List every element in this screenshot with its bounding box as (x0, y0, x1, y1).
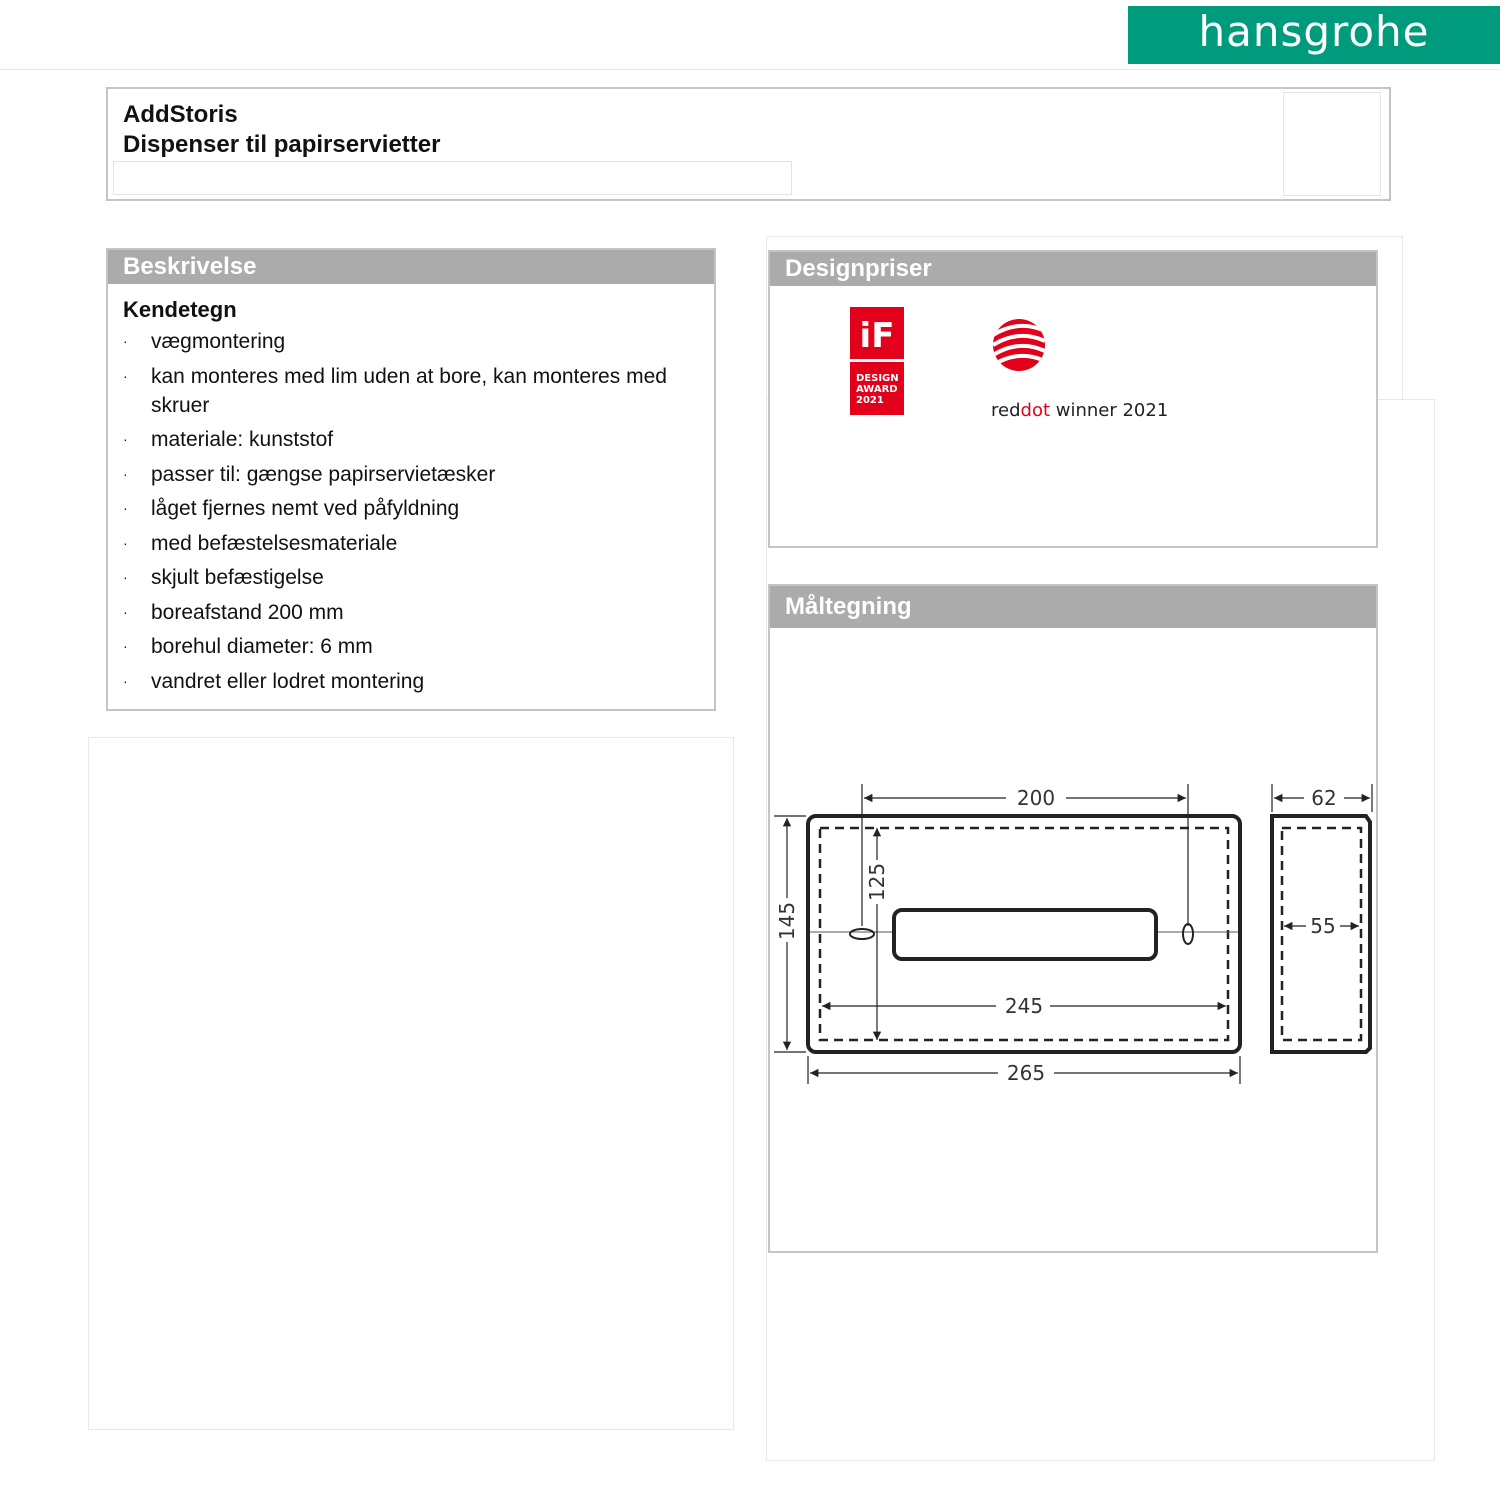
bullet-icon: · (123, 367, 128, 384)
product-series: AddStoris (123, 101, 238, 128)
dim-inner-depth: 55 (1310, 914, 1336, 938)
bullet-icon: · (123, 569, 128, 585)
dim-total-width: 265 (1006, 1061, 1046, 1085)
list-item: · kan monteres med lim uden at bore, kan monteres med skruer (123, 362, 683, 420)
description-header: Beskrivelse (108, 250, 714, 284)
product-name: Dispenser til papirservietter (123, 131, 441, 158)
drawing-panel (768, 584, 1378, 1253)
list-item: · borehul diameter: 6 mm (123, 632, 683, 661)
features-heading: Kendetegn (123, 297, 237, 322)
list-item: · materiale: kunststof (123, 425, 683, 454)
dim-inner-height: 125 (865, 862, 889, 902)
bullet-icon: · (123, 465, 128, 482)
mounting-hole-left (850, 929, 874, 939)
svg-text:DESIGN: DESIGN (856, 373, 899, 384)
svg-text:AWARD: AWARD (856, 384, 898, 395)
if-design-award-logo (850, 307, 904, 415)
svg-text:2021: 2021 (856, 395, 884, 406)
list-item: · skjult befæstigelse (123, 563, 683, 592)
dimension-drawing (770, 766, 1376, 1086)
bullet-icon: · (123, 431, 128, 447)
bullet-icon: · (123, 500, 128, 516)
bullet-icon: · (123, 672, 128, 689)
list-item: · passer til: gængse papirservietæsker (123, 460, 683, 489)
awards-header: Designpriser (770, 252, 1376, 286)
reddot-winner-label: reddot winner 2021 (991, 400, 1169, 421)
bullet-icon: · (123, 638, 128, 654)
description-panel (106, 248, 716, 711)
mounting-hole-right (1183, 924, 1193, 944)
bullet-icon: · (123, 603, 128, 620)
header-divider (0, 69, 1500, 70)
logo-text: hansgrohe (1198, 7, 1430, 56)
list-item: · vægmontering (123, 327, 683, 356)
title-empty-field (113, 161, 792, 195)
list-item: · boreafstand 200 mm (123, 598, 683, 627)
drawing-header: Måltegning (770, 586, 1376, 628)
bullet-icon: · (123, 333, 128, 349)
dim-depth: 62 (1311, 786, 1337, 810)
feature-list (123, 327, 683, 701)
product-title-box (106, 87, 1391, 201)
reddot-logo-icon (991, 317, 1047, 373)
empty-content-area (88, 737, 734, 1430)
title-image-placeholder (1283, 92, 1381, 196)
hansgrohe-logo (1128, 6, 1500, 64)
bullet-icon: · (123, 534, 128, 551)
list-item: · med befæstelsesmateriale (123, 529, 683, 558)
awards-panel (768, 250, 1378, 548)
tissue-opening (894, 910, 1156, 959)
dim-hole-spacing: 200 (1016, 786, 1056, 810)
dim-inner-width: 245 (1004, 994, 1044, 1018)
svg-text:iF: iF (859, 316, 895, 356)
list-item: · låget fjernes nemt ved påfyldning (123, 494, 683, 523)
list-item: · vandret eller lodret montering (123, 667, 683, 696)
dim-total-height: 145 (775, 901, 799, 941)
